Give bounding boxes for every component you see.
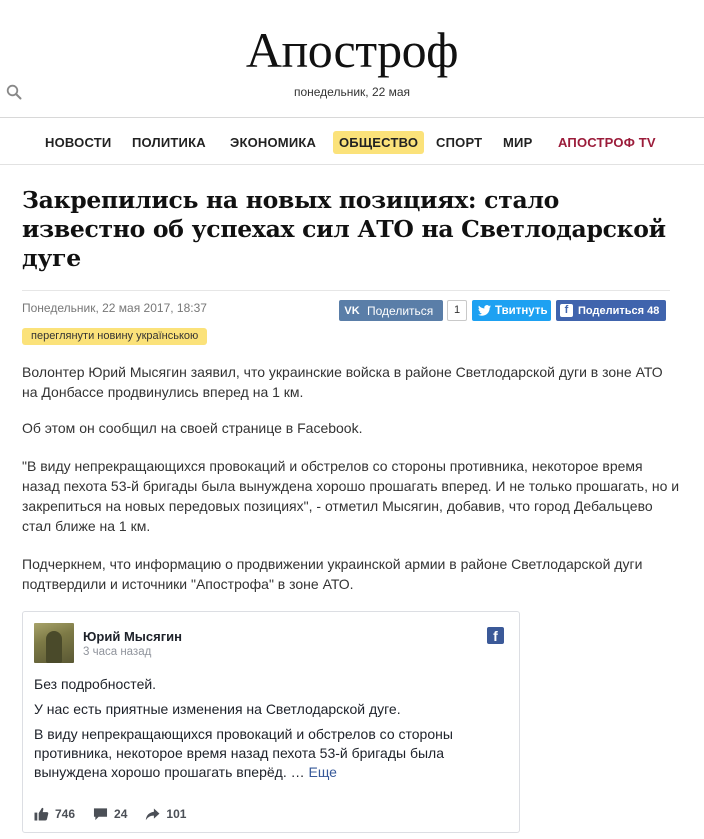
article-paragraph: Об этом он сообщил на своей странице в Facebook. [22, 420, 363, 436]
article-paragraph: Волонтер Юрий Мысягин заявил, что украинские войска в районе Светлодарской дуги в зоне АТО на Донбассе продвинулись вперед на 1 км. [22, 364, 663, 400]
post-text-line: В виду непрекращающихся провокаций и обстрелов со стороны противника, некоторое время назад пехота 53-й бригады была вынуждена хорошо прошагать вперёд. … [34, 726, 453, 780]
search-icon[interactable] [6, 84, 22, 100]
post-text-line: Без подробностей. [34, 676, 157, 692]
publish-date: Понедельник, 22 мая 2017, 18:37 [22, 301, 207, 315]
share-count: 101 [166, 807, 187, 821]
post-text-paragraph [34, 725, 504, 782]
nav-item-sport[interactable]: СПОРТ [436, 135, 483, 150]
facebook-logo-icon[interactable]: f [487, 627, 504, 644]
meta-divider [22, 290, 670, 291]
share-arrow-icon [145, 808, 160, 821]
nav-item-news[interactable]: НОВОСТИ [45, 135, 112, 150]
site-logo[interactable]: Апостроф [245, 22, 459, 78]
header-date: понедельник, 22 мая [293, 85, 411, 99]
post-actions [34, 805, 204, 823]
nav-item-economy[interactable]: ЭКОНОМИКА [230, 135, 317, 150]
twitter-bird-icon [478, 305, 491, 316]
see-more-link[interactable]: Еще [308, 764, 337, 780]
nav-item-politics[interactable]: ПОЛИТИКА [132, 135, 206, 150]
translate-ukrainian-link[interactable]: переглянути новину українською [22, 328, 207, 345]
thumbs-up-icon [34, 807, 49, 821]
facebook-post-embed [22, 611, 520, 833]
site-header [0, 0, 704, 118]
post-text-line: У нас есть приятные изменения на Светлодарской дуге. [34, 701, 401, 717]
like-action[interactable] [34, 807, 75, 821]
share-action[interactable] [145, 807, 186, 821]
post-author[interactable]: Юрий Мысягин [83, 629, 182, 644]
article-paragraph: "В виду непрекращающихся провокаций и обстрелов со стороны противника, некоторое время назад пехота 53-й бригады была вынуждена хорошо прошагать вперед. И не только прошагать, но и закрепиться на новых передовых позициях", - отметил Мысягин, добавив, что город Дебальцево стал ближе на 1 км. [22, 458, 680, 534]
twitter-share-label: Твитнуть [495, 304, 548, 317]
nav-item-world[interactable]: МИР [503, 135, 533, 150]
main-nav [0, 119, 704, 165]
facebook-share-label: Поделиться 48 [578, 304, 660, 317]
facebook-share-button[interactable] [556, 300, 666, 321]
nav-item-society[interactable]: ОБЩЕСТВО [333, 131, 424, 154]
nav-item-apostrophe-tv[interactable]: АПОСТРОФ TV [558, 135, 656, 150]
vk-share-count: 1 [447, 300, 467, 321]
article-headline: Закрепились на новых позициях: стало известно об успехах сил АТО на Светлодарской дуге [22, 186, 666, 272]
vk-icon: VK [344, 304, 360, 317]
comment-action[interactable] [93, 807, 127, 821]
twitter-share-button[interactable] [472, 300, 551, 321]
comment-count: 24 [114, 807, 128, 821]
facebook-icon: f [560, 304, 573, 317]
like-count: 746 [55, 807, 76, 821]
vk-share-label: Поделиться [367, 303, 434, 318]
article-paragraph: Подчеркнем, что информацию о продвижении украинской армии в районе Светлодарской дуги подтвердили и источники "Апострофа" в зоне АТО. [22, 556, 643, 592]
vk-share-button[interactable] [339, 300, 443, 321]
author-avatar[interactable] [34, 623, 74, 663]
comment-icon [93, 807, 108, 821]
post-time[interactable]: 3 часа назад [83, 646, 152, 658]
